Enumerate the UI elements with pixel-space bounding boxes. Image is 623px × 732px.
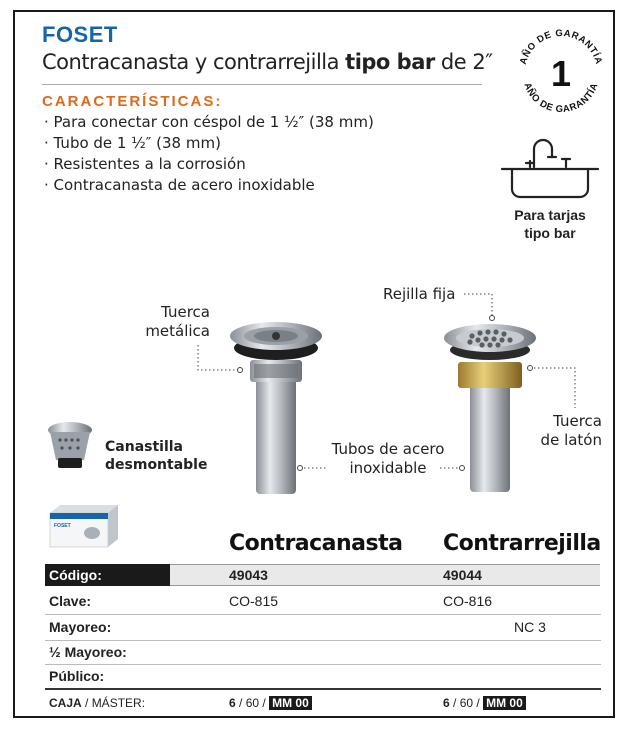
row-label-text: ½ Mayoreo: <box>49 644 127 660</box>
row-clave <box>45 590 601 612</box>
canastilla-image <box>42 418 98 474</box>
callout-line: Canastilla <box>105 439 184 455</box>
caja-value: 6 <box>443 696 450 710</box>
row-label-text: Mayoreo: <box>49 619 112 635</box>
mayoreo-value-2: NC 3 <box>514 619 546 635</box>
caja-master-value-1: 6 / 60 / MM 00 <box>229 696 312 710</box>
callout-line: Tubos de acero <box>331 440 445 458</box>
feature-item: · Resistentes a la corrosión <box>44 154 374 175</box>
row-label-codigo <box>45 564 170 586</box>
clave-value-1: CO-815 <box>229 593 279 609</box>
caja-value: 6 <box>229 696 236 710</box>
package-box-image <box>48 503 120 549</box>
mm-badge: MM 00 <box>269 696 312 710</box>
callout-line: Tuerca <box>161 303 210 321</box>
badge-top-text: AÑO DE GARANTÍA <box>517 27 605 66</box>
callout-line: metálica <box>145 322 210 340</box>
feature-item: · Contracanasta de acero inoxidable <box>44 175 374 196</box>
badge-bottom-text: AÑO DE GARANTÍA <box>521 81 601 116</box>
row-divider <box>45 614 601 615</box>
row-label-text: Clave: <box>49 593 92 609</box>
row-publico <box>45 665 601 687</box>
leader-rejilla <box>464 294 492 318</box>
callout-rejilla-fija: Rejilla fija <box>383 285 456 303</box>
row-label-text: Código: <box>49 567 102 583</box>
sink-caption-line: Para tarjas <box>514 207 586 223</box>
row-medio-mayoreo <box>45 641 601 663</box>
callout-line: inoxidable <box>349 459 427 477</box>
caja-master-label: CAJA / MÁSTER: <box>49 696 146 710</box>
codigo-value-2: 49044 <box>443 567 482 583</box>
feature-item: · Tubo de 1 ½″ (38 mm) <box>44 133 374 154</box>
codigo-value-1: 49043 <box>229 567 268 583</box>
row-divider <box>45 688 601 690</box>
column-header-contracanasta: Contracanasta <box>229 531 403 556</box>
column-header-contrarrejilla: Contrarrejilla <box>443 531 601 556</box>
brand-logo: FOSET <box>42 22 118 47</box>
mm-badge: MM 00 <box>483 696 526 710</box>
caja-label: CAJA <box>49 696 82 710</box>
master-label: MÁSTER: <box>91 696 146 710</box>
caja-master-value-2: 6 / 60 / MM 00 <box>443 696 526 710</box>
feature-item: · Para conectar con céspol de 1 ½″ (38 mm) <box>44 112 374 133</box>
master-value: 60 <box>459 696 474 710</box>
page-title: Contracanasta y contrarrejilla tipo bar de 2″ <box>42 50 493 74</box>
callout-line: de latón <box>540 431 602 449</box>
contracanasta-product-image <box>228 312 324 498</box>
master-value: 60 <box>245 696 260 710</box>
contrarrejilla-product-image <box>442 316 538 496</box>
features-heading: CARACTERÍSTICAS: <box>42 93 223 110</box>
clave-value-2: CO-816 <box>443 593 493 609</box>
box-brand-text: FOSET <box>54 523 71 529</box>
badge-number: 1 <box>550 53 572 94</box>
sink-caption-line: tipo bar <box>524 225 576 241</box>
callout-line: desmontable <box>105 457 208 473</box>
row-label-text: Público: <box>49 668 105 684</box>
callout-line: Tuerca <box>553 412 602 430</box>
